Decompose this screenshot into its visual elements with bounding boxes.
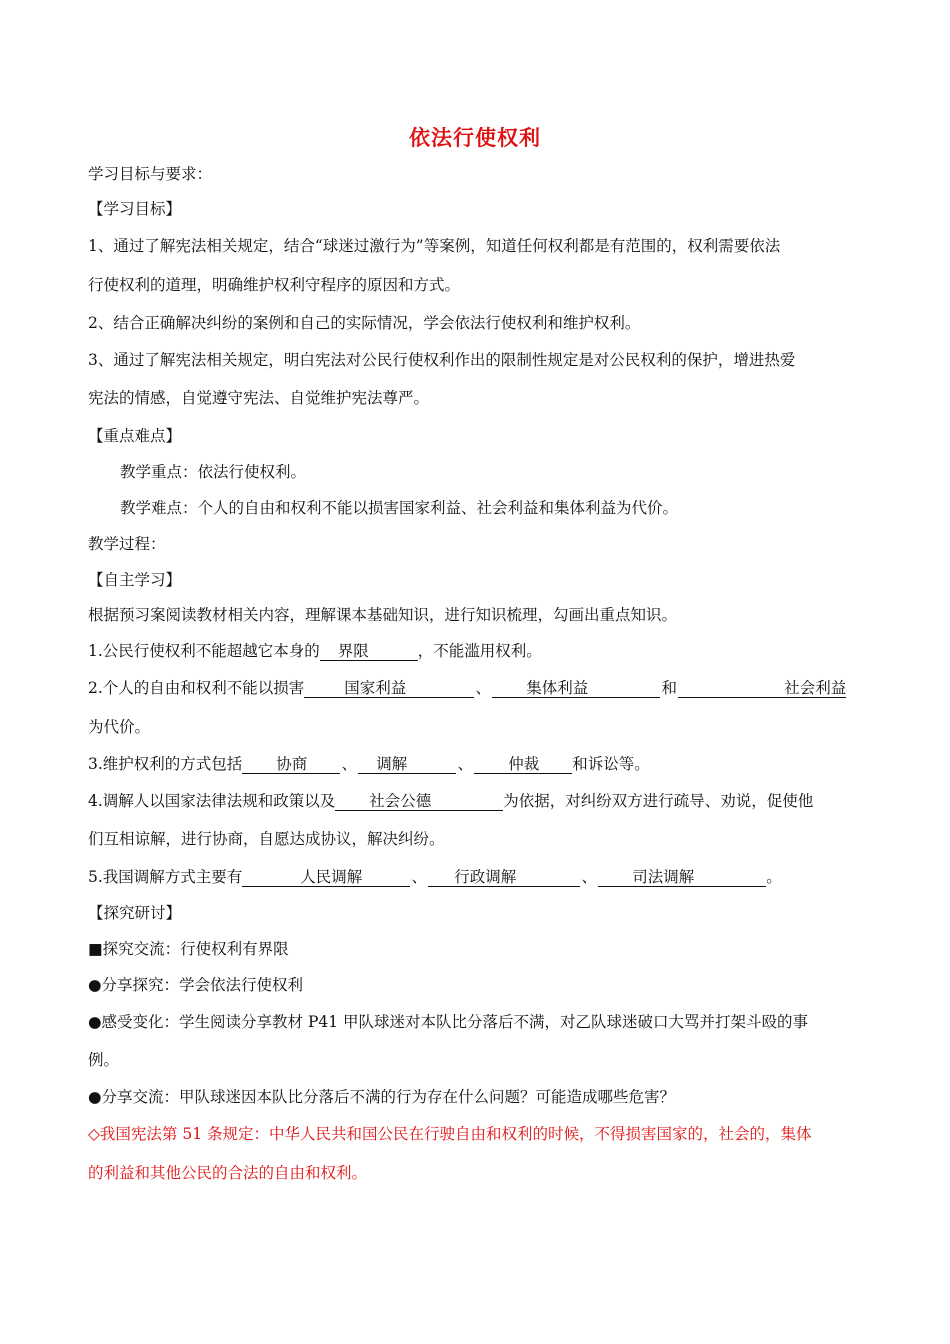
difficult-point: 教学难点：个人的自由和权利不能以损害国家利益、社会利益和集体利益为代价。 <box>120 499 679 517</box>
explore-item-1: ■探究交流：行使权利有界限 <box>88 940 289 958</box>
question-2-continued: 为代价。 <box>88 718 151 736</box>
separator: 和 <box>661 679 678 697</box>
answer-blank: 协商 <box>242 755 340 774</box>
goals-tag: 【学习目标】 <box>88 200 182 218</box>
question-3 <box>88 753 862 775</box>
question-4 <box>88 790 862 812</box>
answer-blank: 人民调解 <box>242 868 410 887</box>
question-1-prefix: 1.公民行使权利不能超越它本身的 <box>88 642 320 660</box>
explore-item-3-line-1: ●感受变化：学生阅读分享教材 P41 甲队球迷对本队比分落后不满，对乙队球迷破口大骂并打架斗殴的事 <box>88 1013 809 1031</box>
separator: 、 <box>411 868 428 886</box>
answer-blank: 行政调解 <box>428 868 580 887</box>
key-point: 教学重点：依法行使权利。 <box>120 463 307 481</box>
question-5-prefix: 5.我国调解方式主要有 <box>88 868 243 886</box>
question-1 <box>88 640 862 662</box>
key-tag: 【重点难点】 <box>88 427 182 445</box>
question-3-prefix: 3.维护权利的方式包括 <box>88 755 243 773</box>
question-4-prefix: 4.调解人以国家法律法规和政策以及 <box>88 792 336 810</box>
goals-heading: 学习目标与要求： <box>88 165 213 183</box>
separator: 、 <box>475 679 492 697</box>
goal-1-line-2: 行使权利的道理，明确维护权利守程序的原因和方式。 <box>88 276 461 294</box>
self-study-intro: 根据预习案阅读教材相关内容，理解课本基础知识，进行知识梳理，勾画出重点知识。 <box>88 606 678 624</box>
question-3-suffix: 和诉讼等。 <box>572 755 650 773</box>
self-study-tag: 【自主学习】 <box>88 571 182 589</box>
goal-3-line-2: 宪法的情感，自觉遵守宪法、自觉维护宪法尊严。 <box>88 389 430 407</box>
answer-blank: 司法调解 <box>598 868 766 887</box>
separator: 、 <box>457 755 474 773</box>
constitution-article-line-2: 的利益和其他公民的合法的自由和权利。 <box>88 1164 368 1182</box>
question-2-prefix: 2.个人的自由和权利不能以损害 <box>88 679 305 697</box>
answer-blank: 集体利益 <box>492 679 660 698</box>
question-5 <box>88 866 862 888</box>
goal-2: 2、结合正确解决纠纷的案例和自己的实际情况，学会依法行使权利和维护权利。 <box>88 314 641 332</box>
explore-item-2: ●分享探究：学会依法行使权利 <box>88 976 304 994</box>
explore-item-4: ●分享交流：甲队球迷因本队比分落后不满的行为存在什么问题？可能造成哪些危害？ <box>88 1088 676 1106</box>
question-2 <box>88 677 862 699</box>
answer-blank: 社会利益 <box>678 679 846 698</box>
process-heading: 教学过程： <box>88 535 166 553</box>
separator: 、 <box>581 868 598 886</box>
constitution-article-line-1: ◇我国宪法第 51 条规定：中华人民共和国公民在行驶自由和权利的时候，不得损害国家的，社会的，集体 <box>88 1125 812 1143</box>
goal-3-line-1: 3、通过了解宪法相关规定，明白宪法对公民行使权利作出的限制性规定是对公民权利的保护，增进热爱 <box>88 351 796 369</box>
answer-blank: 仲裁 <box>474 755 572 774</box>
question-5-suffix: 。 <box>766 868 782 886</box>
question-4-continued: 们互相谅解，进行协商，自愿达成协议，解决纠纷。 <box>88 830 445 848</box>
explore-tag: 【探究研讨】 <box>88 904 182 922</box>
answer-blank: 社会公德 <box>335 792 503 811</box>
separator: 、 <box>341 755 358 773</box>
goal-1-line-1: 1、通过了解宪法相关规定，结合“球迷过激行为”等案例，知道任何权利都是有范围的，权利需要依法 <box>88 237 781 255</box>
page-title: 依法行使权利 <box>409 126 541 150</box>
answer-blank: 调解 <box>358 755 456 774</box>
question-4-suffix: 为依据，对纠纷双方进行疏导、劝说，促使他 <box>503 792 814 810</box>
explore-item-3-line-2: 例。 <box>88 1051 120 1069</box>
question-1-suffix: ，不能滥用权利。 <box>417 642 542 660</box>
answer-blank: 界限 <box>320 642 418 661</box>
answer-blank: 国家利益 <box>304 679 474 698</box>
